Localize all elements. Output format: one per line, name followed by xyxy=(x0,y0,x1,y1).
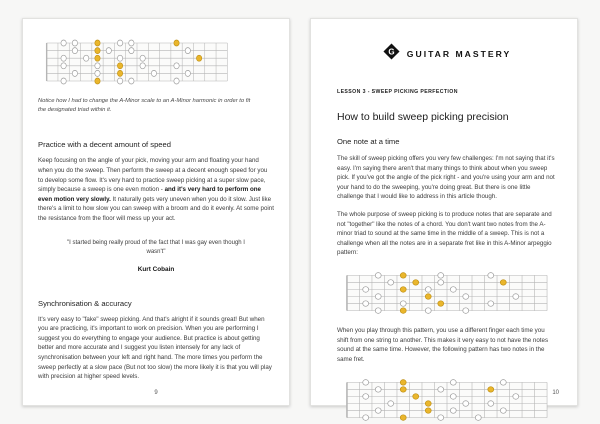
heading-synchronisation-accuracy: Synchronisation & accuracy xyxy=(38,298,132,308)
fretboard-diagram-harmonic xyxy=(44,35,230,89)
page-number-left: 9 xyxy=(154,390,158,396)
quote-text: "I started being really proud of the fact that I was gay even though I wasn't" xyxy=(67,239,245,255)
quote-block xyxy=(62,239,249,273)
heading-practice-speed: Practice with a decent amount of speed xyxy=(38,140,171,150)
paragraph-practice-speed xyxy=(38,156,274,223)
quote-author: Kurt Cobain xyxy=(137,265,175,273)
paragraph-few-challenges: The skill of sweep picking offers you very few challenges: I'm not saying that it's easy. I'm saying there aren't that many things to think about when you sweep pick. If you've got the angle of the pick right - and you're using your arm and not your hand to do the sweeping, you're doing great. But there is one little challenge that I would like to address in this article though. xyxy=(337,155,555,201)
page-number-right: 10 xyxy=(552,390,559,396)
page-left xyxy=(22,18,290,406)
guitar-mastery-logo-icon xyxy=(383,43,400,65)
paragraph-purpose-of-sweep: The whole purpose of sweep picking is to produce notes that are separate and not "together" like the notes of a chord. You don't want two notes from the A-minor triad to sound at the same time in the middle of a sweep. This is not a challenge when all the notes are in a separate fret like in this A-Minor arpeggio pattern: xyxy=(337,211,552,257)
lesson-label: LESSON 3 - SWEEP PICKING PERFECTION xyxy=(337,89,458,95)
svg-text:G: G xyxy=(388,47,395,57)
diagram-caption: Notice how I had to change the A-Minor scale to an A-Minor harmonic in order to fit the designated triad within it. xyxy=(38,98,251,113)
page-title: How to build sweep picking precision xyxy=(337,111,509,123)
fretboard-diagram-arpeggio xyxy=(344,268,550,318)
brand-name: GUITAR MASTERY xyxy=(406,49,512,59)
paragraph-different-finger: When you play through this pattern, you use a different finger each time you shift from one string to another. This makes it very easy to not have the notes sound at the same time. However, the following pattern has two notes in the same fret. xyxy=(337,327,549,363)
paragraph-practice-speed-bold: and it's very hard to perform one even motion very slowly. xyxy=(38,186,261,203)
heading-one-note-at-a-time: One note at a time xyxy=(337,137,400,146)
page-right xyxy=(310,18,578,406)
brand-header xyxy=(337,43,557,65)
paragraph-practice-speed-pre: Keep focusing on the angle of your pick, moving your arm and floating your hand when you do the sweep. Then perform the sweep at a decent enough speed for you to develop some flow. It's very hard to practice sweep picking at a super slow pace, simply because a sweep is one even motion - xyxy=(38,157,268,194)
paragraph-synchronisation: It's very easy to "fake" sweep picking. And that's alright if it sounds great! But when you are practicing, it's important to work on precision. When you are performing I suggest you do everything to engage your audience. But practice is about getting better and more accurate and I suggest you listen intensely for any lack of synchronisation between your left and right hand. The more times you perform the sweep perfectly at a slow pace (But not too slow) the more likely it is that you will play with precision at higher speed levels. xyxy=(38,315,272,381)
paragraph-practice-speed-post: It naturally gets very uneven when you do it slow. Just like there's a limit to how slow you can sweep with a broom and do it evenly. At some point the resistance from the floor will mess up your act. xyxy=(38,195,274,223)
fretboard-diagram-same-fret xyxy=(344,375,550,424)
